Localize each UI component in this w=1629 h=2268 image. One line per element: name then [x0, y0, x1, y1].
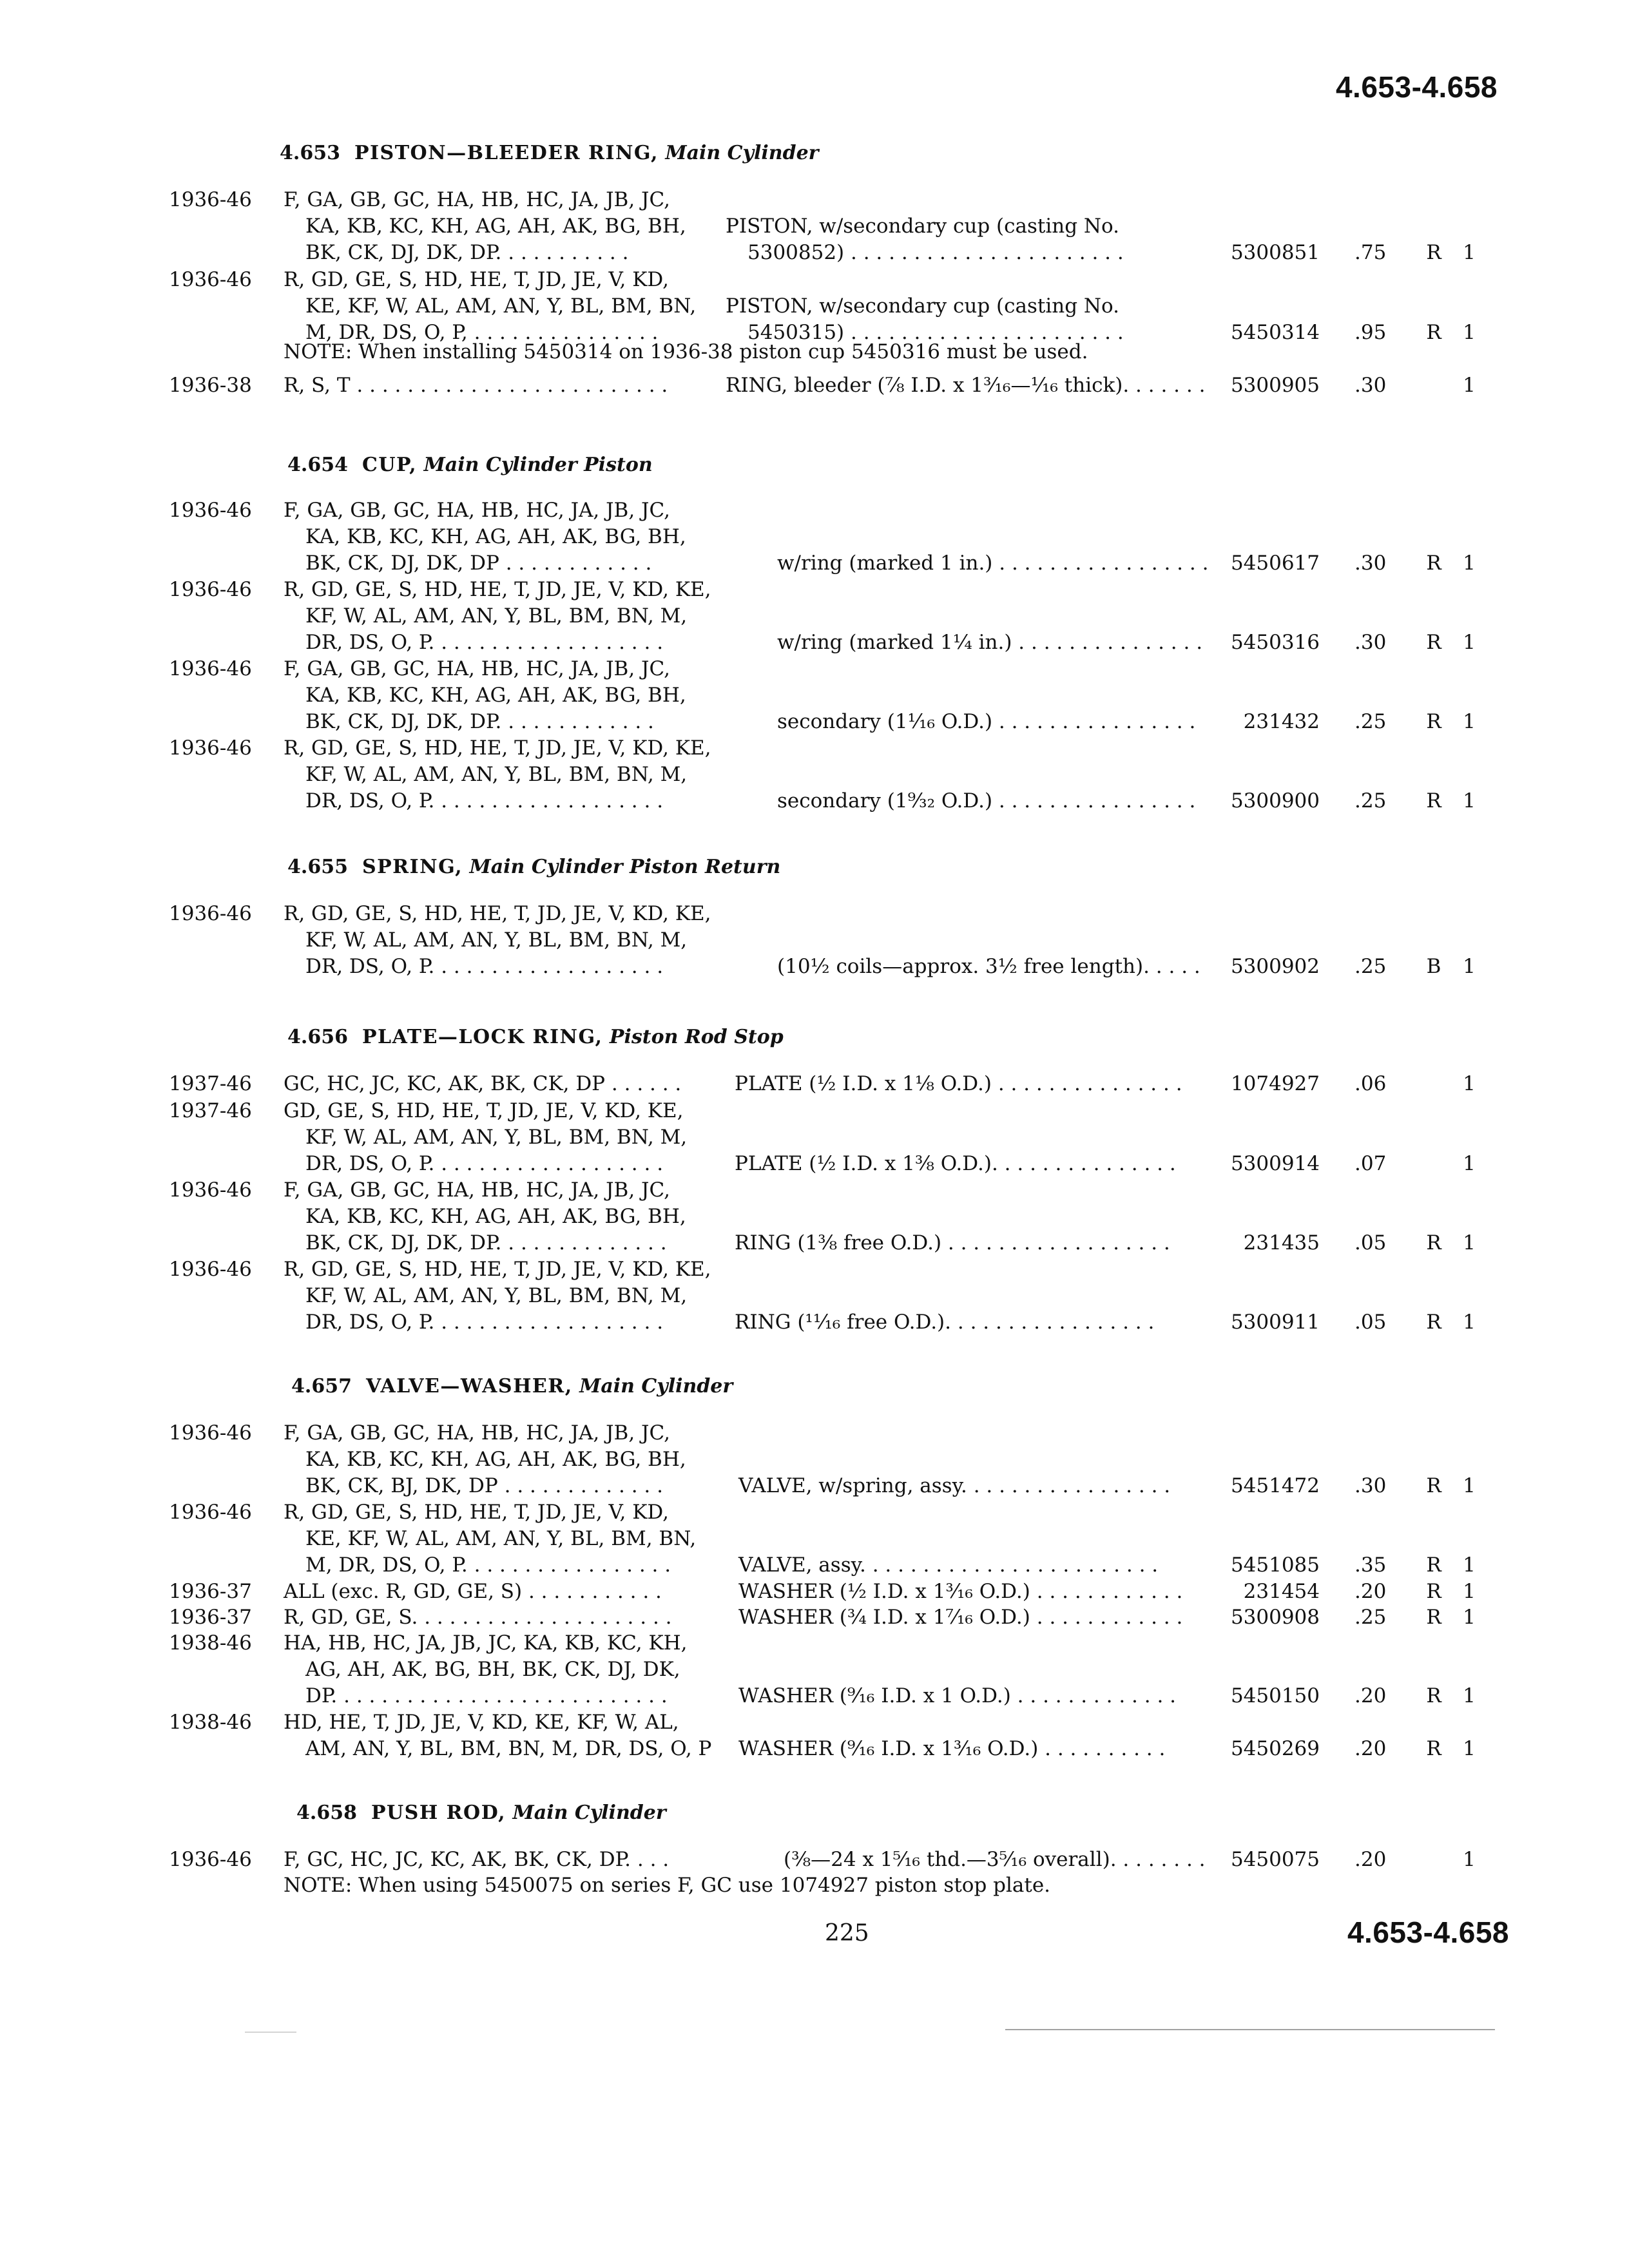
section-name: CUP, — [361, 454, 418, 476]
part-number: 5300851 — [1230, 241, 1320, 264]
part-description — [735, 1230, 1170, 1256]
series-line: R, GD, GE, S, HD, HE, T, JD, JE, V, KD, KE, — [284, 1258, 711, 1281]
description-line: PISTON, w/secondary cup (casting No. — [726, 215, 1120, 238]
series-line: F, GA, GB, GC, HA, HB, HC, JA, JB, JC, — [284, 499, 670, 522]
section-name: PUSH ROD, — [371, 1802, 506, 1824]
series-line: KE, KF, W, AL, AM, AN, Y, BL, BM, BN, — [305, 294, 697, 318]
series-line: KA, KB, KC, KH, AG, AH, AK, BG, BH, — [305, 684, 686, 707]
part-description — [738, 1579, 1182, 1605]
series-line: HA, HB, HC, JA, JB, JC, KA, KB, KC, KH, — [284, 1631, 688, 1655]
series-line: GC, HC, JC, KC, AK, BK, CK, DP . . . . . . — [284, 1072, 682, 1095]
part-number: 231454 — [1243, 1580, 1320, 1603]
section-name: VALVE—WASHER, — [365, 1375, 573, 1398]
series-line: M, DR, DS, O, P, . . . . . . . . . . . . . . . — [305, 321, 659, 344]
model-years: 1936-46 — [169, 499, 252, 522]
part-description — [784, 1847, 1206, 1873]
model-years: 1936-46 — [169, 1501, 252, 1524]
quantity: 1 — [1463, 1553, 1476, 1577]
description-line: PLATE (½ I.D. x 1⅜ O.D.). . . . . . . . . . . . . . . — [735, 1152, 1176, 1175]
series-line: R, GD, GE, S, HD, HE, T, JD, JE, V, KD, — [284, 268, 669, 291]
class-code: R — [1426, 1311, 1441, 1334]
part-description — [726, 372, 1205, 399]
class-code: R — [1426, 1606, 1441, 1629]
description-line: w/ring (marked 1 in.) . . . . . . . . . . . . . . . . . — [777, 552, 1209, 575]
part-number: 5300900 — [1230, 789, 1320, 812]
part-description — [777, 629, 1202, 656]
quantity: 1 — [1463, 789, 1476, 812]
section-heading — [287, 1026, 784, 1048]
part-description — [735, 1151, 1176, 1177]
part-description — [738, 1604, 1182, 1631]
quantity: 1 — [1463, 241, 1476, 264]
series-line: AM, AN, Y, BL, BM, BN, M, DR, DS, O, P — [305, 1737, 712, 1760]
section-note: NOTE: When using 5450075 on series F, GC use 1074927 piston stop plate. — [284, 1874, 1051, 1897]
series-line: KA, KB, KC, KH, AG, AH, AK, BG, BH, — [305, 1205, 686, 1228]
series-list — [284, 497, 686, 577]
model-years: 1936-46 — [169, 736, 252, 760]
series-line: KA, KB, KC, KH, AG, AH, AK, BG, BH, — [305, 1448, 686, 1471]
description-line: secondary (1¹⁄₁₆ O.D.) . . . . . . . . . . . . . . . . — [777, 710, 1196, 733]
description-line: VALVE, w/spring, assy. . . . . . . . . . . . . . . . . — [738, 1474, 1171, 1497]
part-number: 5300905 — [1230, 374, 1320, 397]
section-number: 4.655 — [287, 856, 348, 878]
series-line: R, GD, GE, S. . . . . . . . . . . . . . . . . . . . . — [284, 1606, 672, 1629]
model-years: 1936-46 — [169, 1258, 252, 1281]
class-code: R — [1426, 241, 1441, 264]
model-years: 1938-46 — [169, 1631, 252, 1655]
description-line: 5450315) . . . . . . . . . . . . . . . . . . . . . . — [747, 321, 1124, 344]
section-number: 4.654 — [287, 454, 348, 476]
model-years: 1936-46 — [169, 188, 252, 211]
description-line: (⅜—24 x 1⁵⁄₁₆ thd.—3⁵⁄₁₆ overall). . . . . . . . — [784, 1848, 1206, 1871]
series-line: R, GD, GE, S, HD, HE, T, JD, JE, V, KD, KE, — [284, 902, 711, 925]
page-reference-top: 4.653-4.658 — [1335, 70, 1498, 104]
series-line: KF, W, AL, AM, AN, Y, BL, BM, BN, M, — [305, 763, 688, 786]
class-code: R — [1426, 1474, 1441, 1497]
model-years: 1936-46 — [169, 657, 252, 680]
part-number: 1074927 — [1230, 1072, 1320, 1095]
description-line: 5300852) . . . . . . . . . . . . . . . . . . . . . . — [747, 241, 1124, 264]
series-list — [284, 1499, 696, 1579]
section-name: PLATE—LOCK RING, — [361, 1026, 603, 1048]
class-code: R — [1426, 321, 1441, 344]
part-description — [735, 1071, 1182, 1097]
model-years: 1938-46 — [169, 1711, 252, 1734]
series-list — [284, 656, 686, 735]
series-line: F, GA, GB, GC, HA, HB, HC, JA, JB, JC, — [284, 188, 670, 211]
series-list — [284, 187, 686, 266]
price: .06 — [1354, 1072, 1387, 1095]
price: .30 — [1354, 552, 1387, 575]
part-number: 5300911 — [1230, 1311, 1320, 1334]
series-line: KF, W, AL, AM, AN, Y, BL, BM, BN, M, — [305, 604, 688, 628]
part-number: 5451472 — [1230, 1474, 1320, 1497]
series-line: GD, GE, S, HD, HE, T, JD, JE, V, KD, KE, — [284, 1099, 684, 1122]
quantity: 1 — [1463, 321, 1476, 344]
part-number: 5450314 — [1230, 321, 1320, 344]
model-years: 1936-46 — [169, 1848, 252, 1871]
part-description — [738, 1683, 1176, 1709]
quantity: 1 — [1463, 1606, 1476, 1629]
series-line: BK, CK, DJ, DK, DP. . . . . . . . . . . . . . — [305, 1231, 667, 1254]
part-description — [726, 213, 1124, 266]
series-line: DR, DS, O, P. . . . . . . . . . . . . . . . . . . — [305, 631, 664, 654]
model-years: 1936-46 — [169, 1178, 252, 1202]
section-description: Main Cylinder — [579, 1375, 733, 1398]
quantity: 1 — [1463, 1072, 1476, 1095]
description-line: secondary (1⁹⁄₃₂ O.D.) . . . . . . . . . . . . . . . . — [777, 789, 1196, 812]
quantity: 1 — [1463, 1231, 1476, 1254]
price: .05 — [1354, 1231, 1387, 1254]
part-number: 5450075 — [1230, 1848, 1320, 1871]
series-line: DR, DS, O, P. . . . . . . . . . . . . . . . . . . — [305, 1152, 664, 1175]
part-number: 5450316 — [1230, 631, 1320, 654]
price: .30 — [1354, 1474, 1387, 1497]
description-line: WASHER (⁹⁄₁₆ I.D. x 1 O.D.) . . . . . . . . . . . . . — [738, 1684, 1177, 1707]
class-code: R — [1426, 631, 1441, 654]
series-line: R, GD, GE, S, HD, HE, T, JD, JE, V, KD, — [284, 1501, 669, 1524]
series-line: F, GA, GB, GC, HA, HB, HC, JA, JB, JC, — [284, 657, 670, 680]
part-description — [738, 1552, 1158, 1579]
quantity: 1 — [1463, 955, 1476, 978]
quantity: 1 — [1463, 374, 1476, 397]
section-number: 4.657 — [291, 1375, 352, 1398]
series-line: BK, CK, DJ, DK, DP. . . . . . . . . . . — [305, 241, 629, 264]
section-heading — [287, 454, 653, 476]
section-number: 4.656 — [287, 1026, 348, 1048]
part-description — [777, 550, 1208, 577]
part-number: 5300908 — [1230, 1606, 1320, 1629]
description-line: WASHER (½ I.D. x 1³⁄₁₆ O.D.) . . . . . . . . . . . . — [738, 1580, 1183, 1603]
series-line: R, S, T . . . . . . . . . . . . . . . . . . . . . . . . . — [284, 374, 668, 397]
quantity: 1 — [1463, 710, 1476, 733]
series-line: DR, DS, O, P. . . . . . . . . . . . . . . . . . . — [305, 1311, 664, 1334]
section-name: PISTON—BLEEDER RING, — [354, 142, 659, 164]
model-years: 1936-46 — [169, 268, 252, 291]
description-line: PISTON, w/secondary cup (casting No. — [726, 294, 1120, 318]
description-line: WASHER (¾ I.D. x 1⁷⁄₁₆ O.D.) . . . . . . . . . . . . — [738, 1606, 1183, 1629]
series-line: KA, KB, KC, KH, AG, AH, AK, BG, BH, — [305, 525, 686, 548]
section-description: Main Cylinder Piston Return — [469, 856, 781, 878]
section-note: NOTE: When installing 5450314 on 1936-38 piston cup 5450316 must be used. — [284, 340, 1088, 363]
model-years: 1936-46 — [169, 902, 252, 925]
series-list — [284, 1071, 681, 1097]
series-line: R, GD, GE, S, HD, HE, T, JD, JE, V, KD, KE, — [284, 736, 711, 760]
series-line: ALL (exc. R, GD, GE, S) . . . . . . . . . . . — [284, 1580, 662, 1603]
series-line: HD, HE, T, JD, JE, V, KD, KE, KF, W, AL, — [284, 1711, 679, 1734]
series-line: M, DR, DS, O, P. . . . . . . . . . . . . . . . . — [305, 1553, 671, 1577]
series-list — [284, 1256, 711, 1336]
class-code: R — [1426, 789, 1441, 812]
part-description — [777, 788, 1195, 814]
description-line: RING (¹¹⁄₁₆ free O.D.). . . . . . . . . . . . . . . . . — [735, 1311, 1155, 1334]
series-line: F, GA, GB, GC, HA, HB, HC, JA, JB, JC, — [284, 1178, 670, 1202]
description-line: RING (1⅜ free O.D.) . . . . . . . . . . . . . . . . . . — [735, 1231, 1170, 1254]
series-line: F, GA, GB, GC, HA, HB, HC, JA, JB, JC, — [284, 1421, 670, 1445]
series-list — [284, 1847, 669, 1873]
section-heading — [296, 1802, 666, 1824]
quantity: 1 — [1463, 631, 1476, 654]
class-code: R — [1426, 1553, 1441, 1577]
part-number: 231432 — [1243, 710, 1320, 733]
model-years: 1936-38 — [169, 374, 252, 397]
part-description — [777, 709, 1195, 735]
price: .20 — [1354, 1580, 1387, 1603]
model-years: 1937-46 — [169, 1072, 252, 1095]
series-line: BK, CK, DJ, DK, DP . . . . . . . . . . . . — [305, 552, 652, 575]
series-list — [284, 901, 711, 980]
series-line: KF, W, AL, AM, AN, Y, BL, BM, BN, M, — [305, 1284, 688, 1307]
price: .20 — [1354, 1848, 1387, 1871]
part-description — [738, 1473, 1170, 1499]
part-description — [726, 293, 1124, 346]
price: .07 — [1354, 1152, 1387, 1175]
description-line: (10½ coils—approx. 3½ free length). . . . . — [777, 955, 1200, 978]
description-line: PLATE (½ I.D. x 1⅛ O.D.) . . . . . . . . . . . . . . . — [735, 1072, 1182, 1095]
description-line: w/ring (marked 1¼ in.) . . . . . . . . . . . . . . . — [777, 631, 1203, 654]
price: .25 — [1354, 955, 1387, 978]
series-line: AG, AH, AK, BG, BH, BK, CK, DJ, DK, — [305, 1658, 680, 1681]
series-list — [284, 1098, 687, 1177]
model-years: 1936-37 — [169, 1580, 252, 1603]
bottom-rule-faint — [245, 2032, 296, 2033]
series-list — [284, 577, 711, 656]
part-number: 5300902 — [1230, 955, 1320, 978]
section-number: 4.653 — [280, 142, 340, 164]
series-list — [284, 1709, 711, 1762]
page-reference-bottom: 4.653-4.658 — [1347, 1916, 1509, 1949]
quantity: 1 — [1463, 1737, 1476, 1760]
series-list — [284, 1604, 672, 1631]
series-line: KF, W, AL, AM, AN, Y, BL, BM, BN, M, — [305, 928, 688, 952]
part-number: 5450617 — [1230, 552, 1320, 575]
model-years: 1936-37 — [169, 1606, 252, 1629]
series-line: KA, KB, KC, KH, AG, AH, AK, BG, BH, — [305, 215, 686, 238]
section-name: SPRING, — [361, 856, 463, 878]
class-code: R — [1426, 1684, 1441, 1707]
quantity: 1 — [1463, 1311, 1476, 1334]
series-list — [284, 1177, 686, 1256]
section-heading — [287, 856, 780, 878]
section-description: Main Cylinder Piston — [423, 454, 653, 476]
series-line: BK, CK, BJ, DK, DP . . . . . . . . . . . . . — [305, 1474, 663, 1497]
model-years: 1936-46 — [169, 578, 252, 601]
price: .95 — [1354, 321, 1387, 344]
price: .05 — [1354, 1311, 1387, 1334]
part-description — [738, 1736, 1165, 1762]
description-line: VALVE, assy. . . . . . . . . . . . . . . . . . . . . . . . — [738, 1553, 1159, 1577]
bottom-rule — [1005, 2029, 1495, 2030]
class-code: R — [1426, 710, 1441, 733]
price: .20 — [1354, 1737, 1387, 1760]
series-list — [284, 735, 711, 814]
price: .25 — [1354, 710, 1387, 733]
series-list — [284, 1420, 686, 1499]
price: .30 — [1354, 374, 1387, 397]
model-years: 1936-46 — [169, 1421, 252, 1445]
series-list — [284, 1579, 662, 1605]
price: .75 — [1354, 241, 1387, 264]
quantity: 1 — [1463, 1580, 1476, 1603]
series-line: KF, W, AL, AM, AN, Y, BL, BM, BN, M, — [305, 1126, 688, 1149]
series-list — [284, 1630, 688, 1709]
section-number: 4.658 — [296, 1802, 357, 1824]
part-description — [777, 954, 1200, 980]
price: .30 — [1354, 631, 1387, 654]
quantity: 1 — [1463, 1474, 1476, 1497]
section-description: Main Cylinder — [665, 142, 819, 164]
series-list — [284, 372, 668, 399]
part-description — [735, 1309, 1154, 1336]
series-line: DP. . . . . . . . . . . . . . . . . . . . . . . . . . . — [305, 1684, 668, 1707]
series-line: F, GC, HC, JC, KC, AK, BK, CK, DP. . . . — [284, 1848, 670, 1871]
section-description: Main Cylinder — [512, 1802, 666, 1824]
page-number: 225 — [825, 1920, 869, 1946]
class-code: R — [1426, 552, 1441, 575]
description-line: RING, bleeder (⅞ I.D. x 1³⁄₁₆—¹⁄₁₆ thick). . . . . . . — [726, 374, 1206, 397]
part-number: 5451085 — [1230, 1553, 1320, 1577]
quantity: 1 — [1463, 1684, 1476, 1707]
series-line: DR, DS, O, P. . . . . . . . . . . . . . . . . . . — [305, 789, 664, 812]
series-line: R, GD, GE, S, HD, HE, T, JD, JE, V, KD, KE, — [284, 578, 711, 601]
price: .25 — [1354, 789, 1387, 812]
series-line: KE, KF, W, AL, AM, AN, Y, BL, BM, BN, — [305, 1527, 697, 1550]
series-line: BK, CK, DJ, DK, DP. . . . . . . . . . . . . — [305, 710, 654, 733]
class-code: B — [1426, 955, 1441, 978]
part-number: 5300914 — [1230, 1152, 1320, 1175]
price: .25 — [1354, 1606, 1387, 1629]
class-code: R — [1426, 1580, 1441, 1603]
quantity: 1 — [1463, 1152, 1476, 1175]
class-code: R — [1426, 1231, 1441, 1254]
quantity: 1 — [1463, 552, 1476, 575]
price: .35 — [1354, 1553, 1387, 1577]
part-number: 5450269 — [1230, 1737, 1320, 1760]
section-heading — [280, 142, 818, 164]
model-years: 1937-46 — [169, 1099, 252, 1122]
price: .20 — [1354, 1684, 1387, 1707]
quantity: 1 — [1463, 1848, 1476, 1871]
section-description: Piston Rod Stop — [609, 1026, 784, 1048]
class-code: R — [1426, 1737, 1441, 1760]
series-line: DR, DS, O, P. . . . . . . . . . . . . . . . . . . — [305, 955, 664, 978]
section-heading — [291, 1375, 733, 1398]
part-number: 5450150 — [1230, 1684, 1320, 1707]
description-line: WASHER (⁹⁄₁₆ I.D. x 1³⁄₁₆ O.D.) . . . . . . . . . . — [738, 1737, 1166, 1760]
part-number: 231435 — [1243, 1231, 1320, 1254]
series-list — [284, 267, 696, 346]
